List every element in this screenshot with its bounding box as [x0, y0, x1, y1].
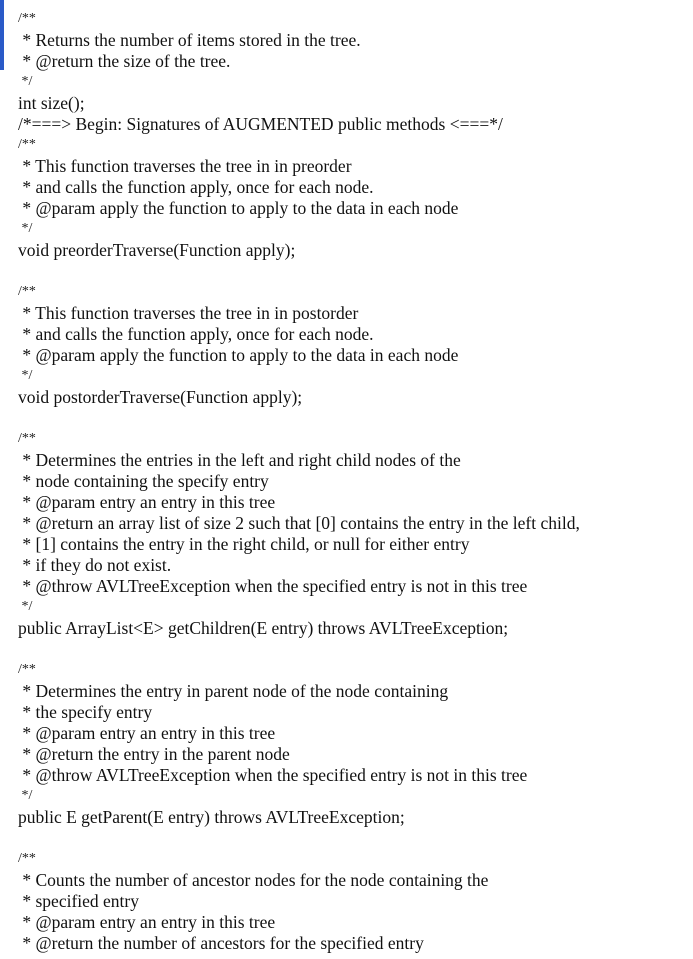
selection-accent-bar [0, 0, 4, 70]
comment-line: */ [18, 599, 33, 614]
comment-line: /** [18, 137, 36, 152]
comment-line: /** [18, 431, 36, 446]
comment-line: * Determines the entries in the left and right child nodes of the [18, 450, 461, 470]
comment-line: * the specify entry [18, 702, 153, 722]
comment-line: * @throw AVLTreeException when the specified entry is not in this tree [18, 576, 528, 596]
comment-line: */ [18, 221, 33, 236]
comment-line: * @return the entry in the parent node [18, 744, 290, 764]
comment-line: * @param apply the function to apply to the data in each node [18, 345, 459, 365]
comment-line: * This function traverses the tree in in postorder [18, 303, 359, 323]
comment-line: */ [18, 788, 33, 803]
comment-line: * node containing the specify entry [18, 471, 269, 491]
comment-line: * and calls the function apply, once for each node. [18, 177, 374, 197]
comment-line: * @return the size of the tree. [18, 51, 231, 71]
comment-line: * Returns the number of items stored in the tree. [18, 30, 361, 50]
comment-line: * @return an array list of size 2 such that [0] contains the entry in the left child, [18, 513, 580, 533]
comment-line: * @param entry an entry in this tree [18, 492, 276, 512]
comment-line: * @param apply the function to apply to the data in each node [18, 198, 459, 218]
comment-line: * and calls the function apply, once for each node. [18, 324, 374, 344]
comment-line: /** [18, 11, 36, 26]
comment-line: /** [18, 851, 36, 866]
comment-line: * Counts the number of ancestor nodes for the node containing the [18, 870, 489, 890]
comment-line: * @param entry an entry in this tree [18, 912, 276, 932]
comment-line: /** [18, 662, 36, 677]
code-line: int size(); [18, 93, 85, 113]
comment-line: */ [18, 74, 33, 89]
comment-line: */ [18, 368, 33, 383]
code-line: void postorderTraverse(Function apply); [18, 387, 303, 407]
comment-line: * [1] contains the entry in the right child, or null for either entry [18, 534, 470, 554]
code-line: /*===> Begin: Signatures of AUGMENTED public methods <===*/ [18, 114, 503, 134]
comment-line: * Determines the entry in parent node of the node containing [18, 681, 449, 701]
comment-line: * @throw AVLTreeException when the specified entry is not in this tree [18, 765, 528, 785]
code-line: public E getParent(E entry) throws AVLTreeException; [18, 807, 405, 827]
comment-line: * if they do not exist. [18, 555, 172, 575]
comment-line: * @param entry an entry in this tree [18, 723, 276, 743]
comment-line: /** [18, 284, 36, 299]
code-line: public ArrayList<E> getChildren(E entry) throws AVLTreeException; [18, 618, 509, 638]
comment-line: * specified entry [18, 891, 139, 911]
comment-line: * @return the number of ancestors for the specified entry [18, 933, 424, 953]
comment-line: * This function traverses the tree in in preorder [18, 156, 352, 176]
code-line: void preorderTraverse(Function apply); [18, 240, 296, 260]
